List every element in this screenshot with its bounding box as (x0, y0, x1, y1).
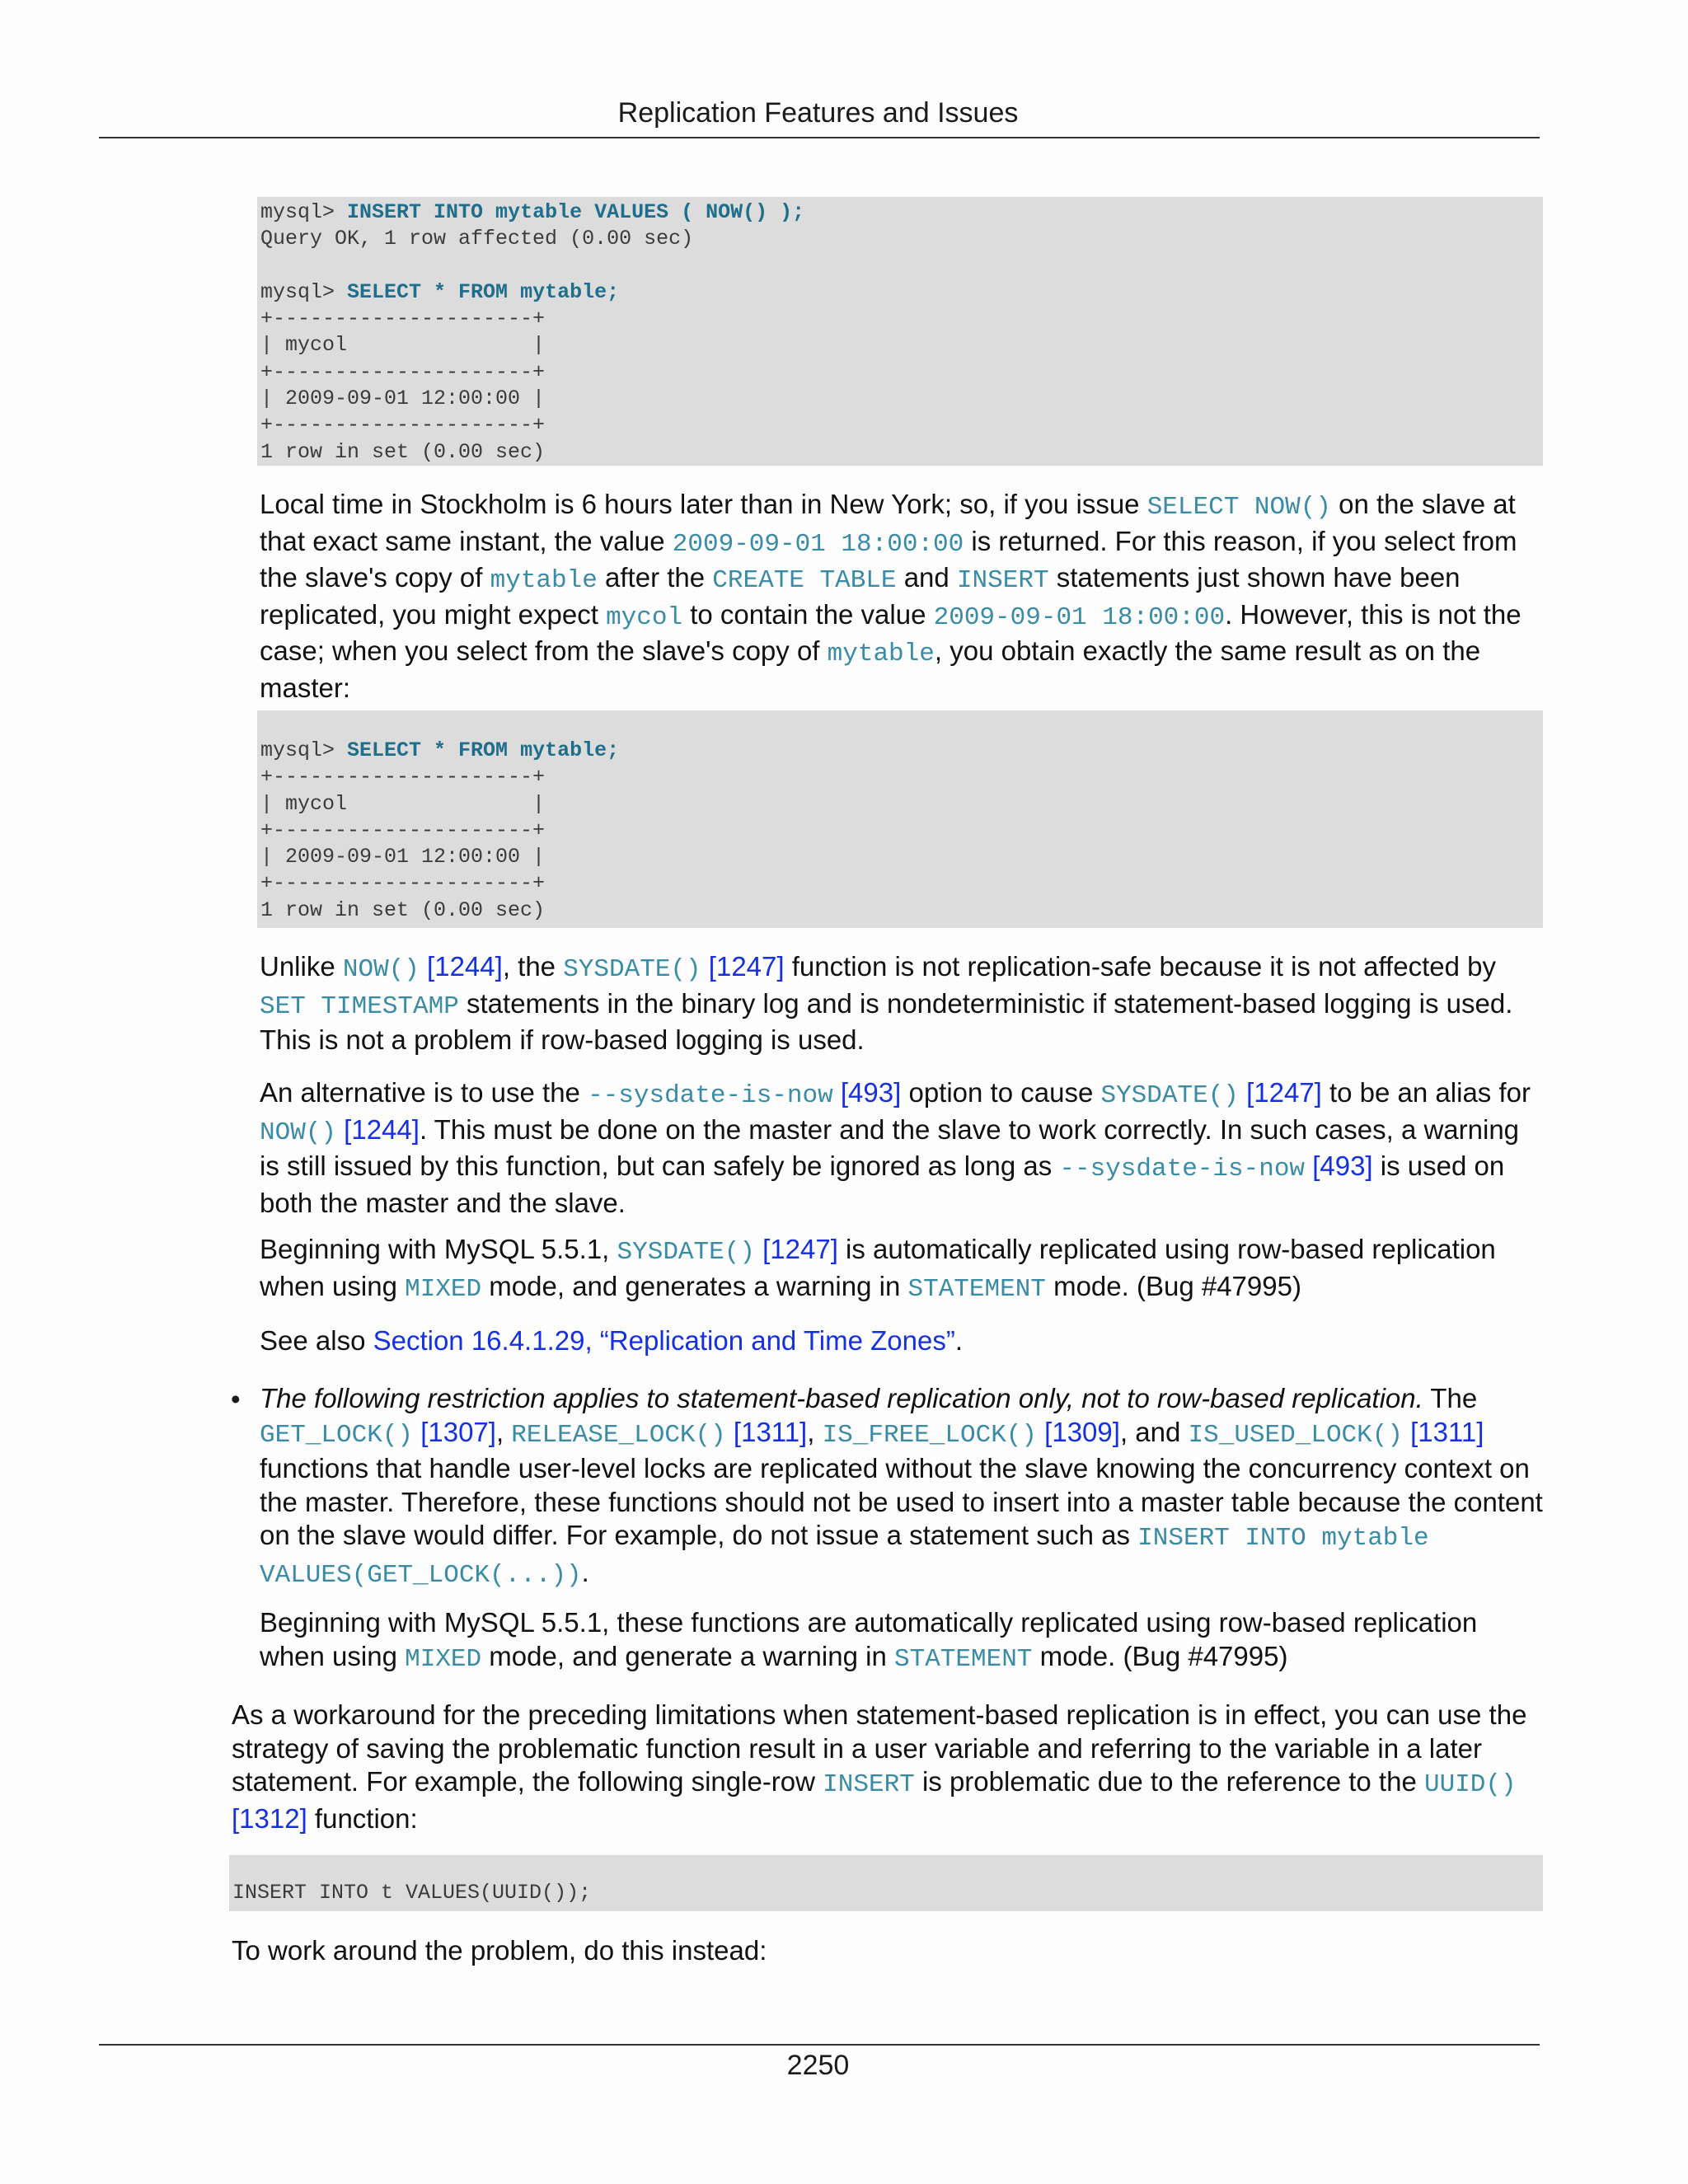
paragraph-sysdate-5-5-1: Beginning with MySQL 5.5.1, SYSDATE() [1247] is automatically replicated using row-based replication when using MIXED mode, and generates a warning in STATEMENT mode. (Bug #47995) (260, 1234, 1496, 1304)
paragraph-sysdate-unsafe: Unlike NOW() [1244], the SYSDATE() [1247] function is not replication-safe because it is not affected by SET TIMESTAMP statements in the binary log and is nondeterministic if statement-based logging is used. This is not a problem if row-based logging is used. (260, 951, 1513, 1055)
link-ref[interactable]: [1247] (701, 951, 785, 982)
paragraph-sysdate-alternative: An alternative is to use the --sysdate-is-now [493] option to cause SYSDATE() [1247] to be an alias for NOW() [1244]. This must be done on the master and the slave to work correctly. In such cases, a warning is still issued by this function, but can safely be ignored as long as --sysdate-is-now [493] is used on both the master and the slave. (260, 1077, 1531, 1218)
code-block-select (257, 710, 1543, 928)
link-ref[interactable]: [1247] (1238, 1077, 1322, 1108)
link-ref[interactable]: [493] (1305, 1151, 1373, 1181)
bullet-marker: • (231, 1384, 241, 1414)
code-output: | mycol | (260, 333, 546, 358)
bullet-lock-functions: The following restriction applies to statement-based replication only, not to row-based replication. The GET_LOCK() [1307], RELEASE_LOCK() [1311], IS_FREE_LOCK() [1309], and IS_USED_LOCK() [1311] functions that handle user-level locks are replicated without the slave knowing the concurrency context on the master. Therefore, these functions should not be used to insert into a master table because the content on the slave would differ. For example, do not issue a statement such as INSERT INTO mytable VALUES(GET_LOCK(...)). (260, 1383, 1543, 1590)
link-ref[interactable]: [1244] (336, 1113, 420, 1145)
code-block-insert-uuid (229, 1855, 1543, 1911)
code-command: SELECT * FROM mytable; (347, 738, 620, 762)
code-output: Query OK, 1 row affected (0.00 sec) (260, 227, 694, 251)
link-ref[interactable]: [1247] (754, 1234, 838, 1264)
link-ref[interactable]: [1311] (1402, 1416, 1484, 1447)
link-section-time-zones[interactable]: Section 16.4.1.29, “Replication and Time Zones” (373, 1325, 955, 1356)
code-output: | 2009-09-01 12:00:00 | (260, 387, 546, 411)
footer-rule (99, 2044, 1540, 2046)
code-command: SELECT * FROM mytable; (347, 279, 620, 304)
link-ref[interactable]: [493] (832, 1077, 902, 1108)
link-ref[interactable]: [1312] (232, 1802, 307, 1834)
paragraph-work-around-instead: To work around the problem, do this instead: (232, 1935, 767, 1966)
code-output: INSERT INTO t VALUES(UUID()); (232, 1881, 592, 1905)
code-output: 1 row in set (0.00 sec) (260, 439, 546, 464)
paragraph-local-time: Local time in Stockholm is 6 hours later than in New York; so, if you issue SELECT NOW() on the slave at that exact same instant, the value 2009-09-01 18:00:00 is returned. For this reason, if you select from the slave's copy of mytable after the CREATE TABLE and INSERT statements just shown have been replicated, you might expect mycol to contain the value 2009-09-01 18:00:00. However, this is not the case; when you select from the slave's copy of mytable, you obtain exactly the same result as on the master: (260, 489, 1522, 703)
code-output: +---------------------+ (260, 307, 546, 331)
code-output: +---------------------+ (260, 413, 546, 438)
page-header-title: Replication Features and Issues (617, 97, 1019, 129)
code-block-insert-select (257, 197, 1543, 466)
paragraph-see-also: See also Section 16.4.1.29, “Replication and Time Zones”. (260, 1325, 963, 1356)
paragraph-workaround: As a workaround for the preceding limitations when statement-based replication is in effect, you can use the strategy of saving the problematic function result in a user variable and referring to the variable in a later statement. For example, the following single-row INSERT is problematic due to the reference to the UUID() [1312] function: (232, 1699, 1527, 1834)
link-ref[interactable]: [1307] (413, 1416, 496, 1447)
link-ref[interactable]: [1311] (725, 1416, 808, 1447)
code-output: +---------------------+ (260, 818, 546, 842)
code-output: | mycol | (260, 791, 546, 816)
code-output: +---------------------+ (260, 765, 546, 790)
code-output: +---------------------+ (260, 359, 546, 384)
link-ref[interactable]: [1244] (419, 951, 503, 982)
code-prompt: mysql> (260, 200, 348, 224)
header-rule (99, 137, 1540, 138)
link-ref[interactable]: [1309] (1037, 1416, 1120, 1447)
page-number: 2250 (786, 2050, 850, 2081)
code-output: +---------------------+ (260, 871, 546, 896)
code-prompt: mysql> (260, 738, 348, 762)
code-output: 1 row in set (0.00 sec) (260, 898, 546, 922)
code-output: | 2009-09-01 12:00:00 | (260, 845, 546, 869)
code-prompt: mysql> (260, 279, 348, 304)
code-command: INSERT INTO mytable VALUES ( NOW() ); (347, 200, 805, 224)
paragraph-lock-5-5-1: Beginning with MySQL 5.5.1, these functions are automatically replicated using row-based replication when using MIXED mode, and generate a warning in STATEMENT mode. (Bug #47995) (260, 1607, 1478, 1674)
